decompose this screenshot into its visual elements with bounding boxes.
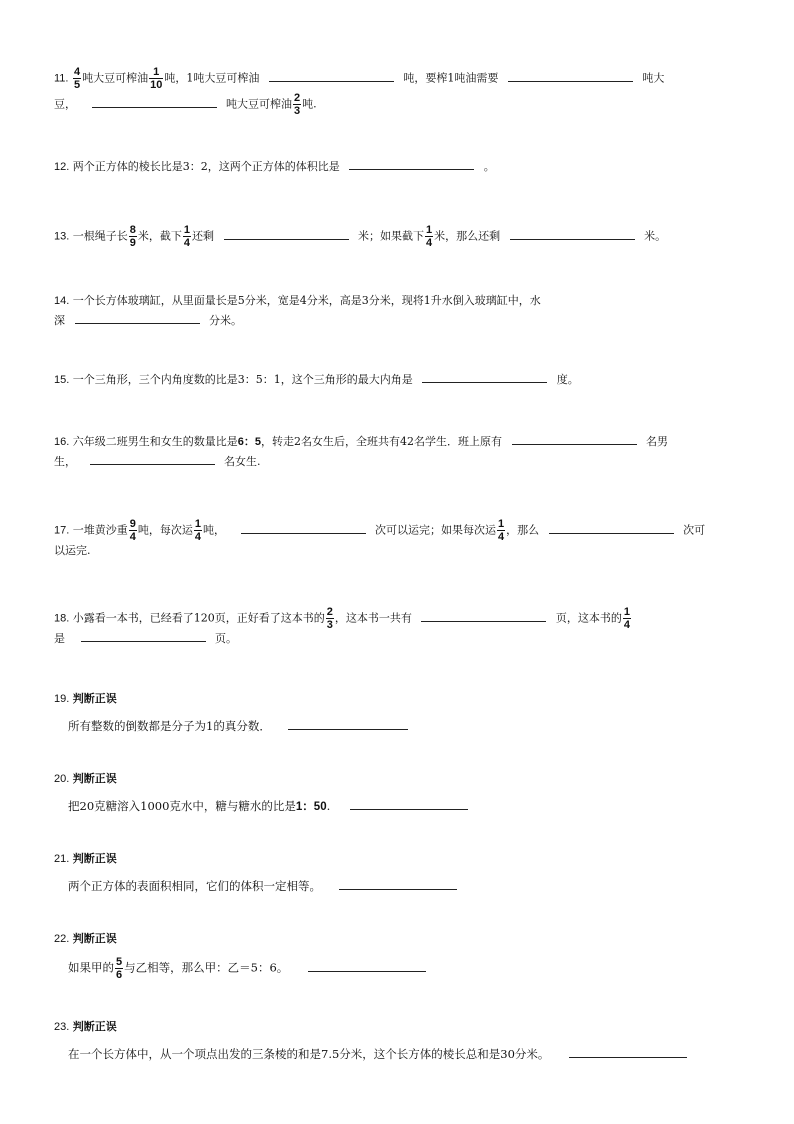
question-heading: 判断正误 (72, 772, 117, 785)
answer-blank[interactable] (224, 238, 349, 240)
question-number: 11. (54, 72, 69, 85)
question-text: 吨. (302, 97, 317, 111)
question-text: 一根绳子长 (72, 229, 128, 243)
question-number: 20. (54, 773, 70, 785)
fraction: $\frac{5}{6}$ (116, 956, 123, 981)
question-number: 19. (54, 693, 70, 705)
question-text: 米；如果截下 (358, 229, 425, 243)
question-21-statement (68, 878, 457, 894)
answer-blank[interactable] (339, 888, 457, 890)
question-22 (54, 932, 744, 946)
question-number: 12. (54, 161, 70, 173)
question-16 (54, 435, 744, 449)
question-15 (54, 373, 744, 387)
question-number: 13. (54, 230, 70, 243)
question-heading: 判断正误 (72, 852, 117, 865)
question-text: 页，这本书的 (555, 611, 622, 625)
question-11 (54, 66, 744, 91)
fraction: $\frac{1}{4}$ (183, 224, 191, 249)
answer-blank[interactable] (81, 640, 206, 642)
question-heading: 判断正误 (72, 692, 117, 705)
fraction: $\frac{9}{4}$ (129, 518, 136, 543)
question-number: 22. (54, 933, 70, 945)
question-16-line-2 (54, 455, 744, 469)
question-17-line-2 (54, 544, 744, 558)
answer-blank[interactable] (422, 381, 547, 383)
question-text: 吨，1吨大豆可榨油 (164, 71, 260, 85)
question-text: 以运完. (54, 544, 91, 557)
question-text: 。 (483, 160, 495, 173)
question-text: ，那么 (506, 523, 540, 537)
question-text: 生， (54, 455, 76, 468)
fraction: $\frac{1}{4}$ (623, 606, 631, 631)
answer-blank[interactable] (308, 970, 426, 972)
question-number: 17. (54, 524, 70, 537)
question-17 (54, 518, 744, 543)
question-text: 是 (54, 632, 65, 645)
question-text: 吨大豆可榨油 (82, 71, 149, 85)
fraction: $\frac{1}{10}$ (150, 66, 163, 91)
question-text: 米，截下 (137, 229, 182, 243)
question-text: 名女生. (224, 455, 261, 468)
question-text: 米。 (644, 229, 667, 243)
question-text: 深 (54, 314, 65, 327)
answer-blank[interactable] (549, 532, 674, 534)
question-text: 页。 (215, 632, 237, 645)
question-text: 吨， (203, 523, 226, 537)
answer-blank[interactable] (350, 808, 468, 810)
question-text: ，这本书一共有 (334, 611, 412, 625)
fraction: $\frac{8}{9}$ (129, 224, 136, 249)
question-text: 所有整数的倒数都是分子为1的真分数． (68, 719, 271, 733)
answer-blank[interactable] (90, 463, 215, 465)
question-11-line-2 (54, 92, 744, 117)
question-text: 在一个长方体中，从一个项点出发的三条棱的和是7.5分米，这个长方体的棱长总和是30分米。 (68, 1047, 550, 1061)
question-18-line-2 (54, 632, 744, 646)
question-19 (54, 692, 744, 706)
answer-blank[interactable] (569, 1056, 687, 1058)
question-text: 六年级二班男生和女生的数量比是 (72, 435, 238, 448)
question-20-statement (68, 798, 468, 814)
question-14-line-2 (54, 314, 744, 328)
fraction: $\frac{4}{5}$ (73, 66, 81, 91)
answer-blank[interactable] (269, 80, 394, 82)
question-21 (54, 852, 744, 866)
question-text: 分米。 (209, 314, 242, 327)
ratio: 1：50 (295, 801, 327, 813)
fraction: $\frac{1}{4}$ (194, 518, 202, 543)
question-number: 15. (54, 374, 70, 386)
answer-blank[interactable] (92, 106, 217, 108)
question-text: 吨大 (642, 71, 665, 85)
question-number: 23. (54, 1021, 70, 1033)
fraction: $\frac{1}{4}$ (426, 224, 433, 249)
question-text: 小露看一本书，已经看了120页，正好看了这本书的 (72, 611, 325, 625)
question-text: 两个正方体的棱长比是3：2，这两个正方体的体积比是 (72, 160, 340, 173)
question-text: 一个长方体玻璃缸，从里面量长是5分米，宽是4分米，高是3分米，现将1升水倒入玻璃缸中，水 (72, 294, 541, 307)
question-20 (54, 772, 744, 786)
question-text: 一堆黄沙重 (72, 523, 128, 537)
question-text: 次可以运完；如果每次运 (375, 523, 497, 537)
question-number: 14. (54, 295, 70, 307)
question-14 (54, 294, 744, 308)
answer-blank[interactable] (421, 620, 546, 622)
question-text: 一个三角形，三个内角度数的比是3：5：1，这个三角形的最大内角是 (72, 373, 413, 386)
answer-blank[interactable] (241, 532, 366, 534)
question-22-statement (68, 956, 426, 981)
fraction: $\frac{2}{3}$ (326, 606, 333, 631)
question-text: 如果甲的 (68, 960, 114, 975)
answer-blank[interactable] (508, 80, 633, 82)
fraction: $\frac{2}{3}$ (294, 92, 301, 117)
question-23-statement (68, 1046, 687, 1062)
ratio: 6：5 (237, 436, 262, 448)
question-13 (54, 224, 744, 249)
answer-blank[interactable] (510, 238, 635, 240)
question-text: 次可 (683, 523, 706, 537)
question-text: 两个正方体的表面积相同，它们的体积一定相等。 (68, 879, 321, 893)
question-18 (54, 606, 744, 631)
question-heading: 判断正误 (72, 932, 117, 945)
question-12 (54, 160, 744, 174)
question-text: 把20克糖溶入1000克水中，糖与糖水的比是 (68, 799, 296, 813)
question-text: 还剩 (192, 229, 215, 243)
fraction: $\frac{1}{4}$ (498, 518, 505, 543)
question-text: 豆， (54, 97, 76, 111)
question-text: 与乙相等，那么甲：乙＝5：6。 (124, 960, 289, 975)
question-text: 度。 (556, 373, 579, 386)
question-text: . (326, 799, 331, 813)
question-text: 吨，要榨1吨油需要 (403, 71, 499, 85)
answer-blank[interactable] (512, 443, 637, 445)
question-text: 吨大豆可榨油 (226, 97, 292, 111)
question-text: 吨，每次运 (137, 523, 193, 537)
question-text: 米，那么还剩 (434, 229, 501, 243)
question-number: 21. (54, 853, 70, 865)
question-text: 名男 (646, 435, 669, 448)
question-heading: 判断正误 (72, 1020, 117, 1033)
question-text: ，转走2名女生后，全班共有42名学生．班上原有 (261, 435, 503, 448)
question-number: 18. (54, 612, 70, 625)
question-23 (54, 1020, 744, 1034)
answer-blank[interactable] (349, 168, 474, 170)
question-number: 16. (54, 436, 70, 448)
answer-blank[interactable] (75, 322, 200, 324)
question-19-statement (68, 718, 408, 734)
answer-blank[interactable] (288, 728, 408, 730)
